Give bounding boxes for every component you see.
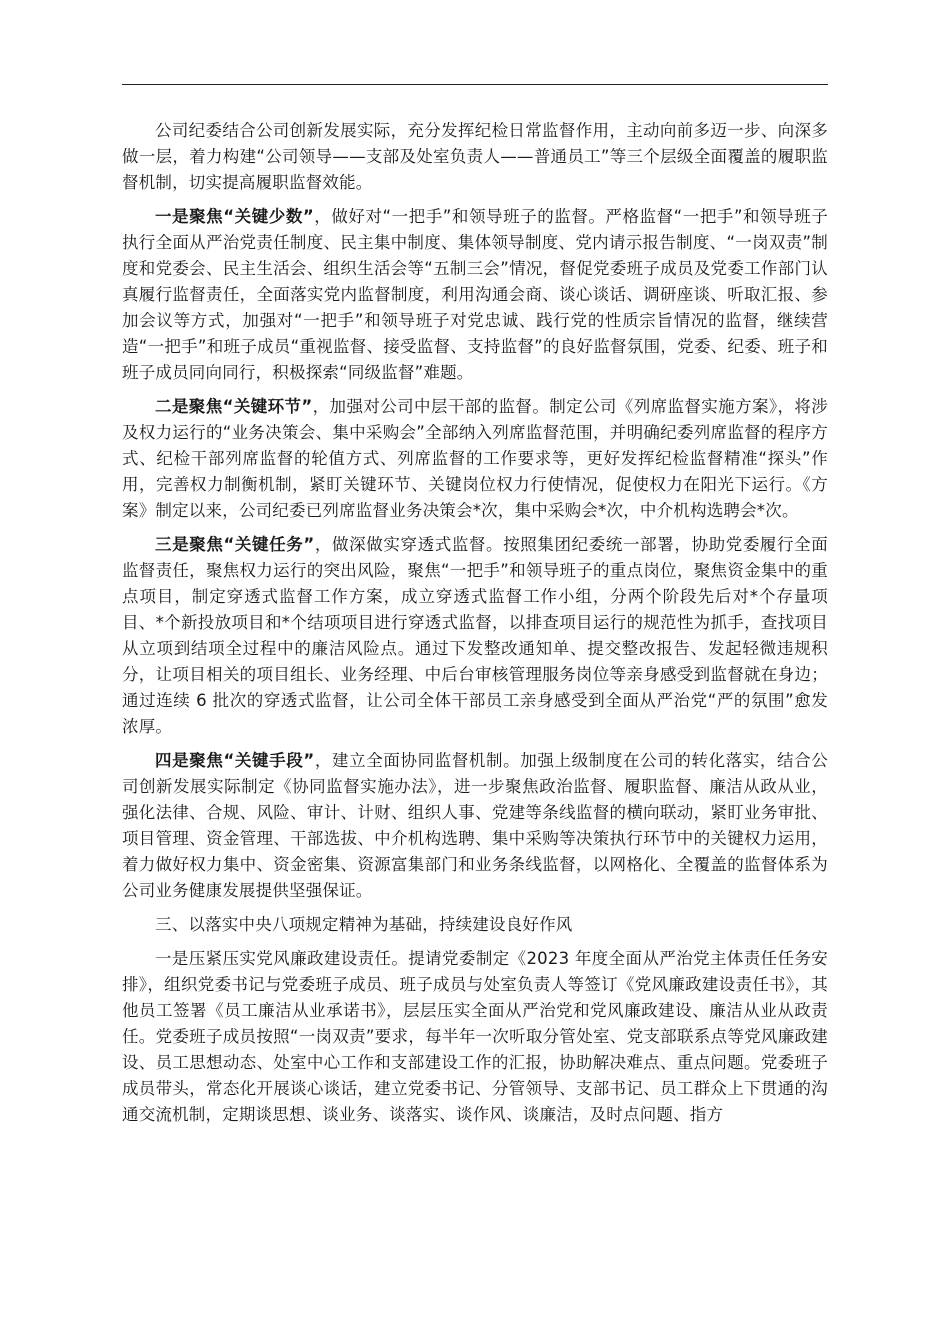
paragraph-lead: 一是聚焦“关键少数” bbox=[155, 207, 314, 226]
paragraph-lead: 三是聚焦“关键任务” bbox=[155, 535, 315, 554]
paragraph-key-means bbox=[122, 748, 828, 904]
paragraph-text: ，建立全面协同监督机制。加强上级制度在公司的转化落实，结合公司创新发展实际制定《协同监督实施办法》，进一步聚焦政治监督、履职监督、廉洁从政从业，强化法律、合规、风险、审计、计财、组织人事、党建等条线监督的横向联动，紧盯业务审批、项目管理、资金管理、干部选拔、中介机构选聘、集中采购等决策执行环节中的关键权力运用，着力做好权力集中、资金密集、资源富集部门和业务条线监督，以网格化、全覆盖的监督体系为公司业务健康发展提供坚强保证。 bbox=[122, 751, 828, 900]
paragraph-key-tasks bbox=[122, 532, 828, 740]
paragraph-text: ，做好对“一把手”和领导班子的监督。严格监督“一把手”和领导班子执行全面从严治党责任制度、民主集中制度、集体领导制度、党内请示报告制度、“一岗双责”制度和党委会、民主生活会、组织生活会等“五制三会”情况，督促党委班子成员及党委工作部门认真履行监督责任，全面落实党内监督制度，利用沟通会商、谈心谈话、调研座谈、听取汇报、参加会议等方式，加强对“一把手”和领导班子对党忠诚、践行党的性质宗旨情况的监督，继续营造“一把手”和班子成员“重视监督、接受监督、支持监督”的良好监督氛围，党委、纪委、班子和班子成员同向同行，积极探索“同级监督”难题。 bbox=[122, 207, 828, 382]
paragraph-text: ，做深做实穿透式监督。按照集团纪委统一部署，协助党委履行全面监督责任，聚焦权力运行的突出风险，聚焦“一把手”和领导班子的重点岗位，聚焦资金集中的重点项目，制定穿透式监督工作方案，成立穿透式监督工作小组，分两个阶段先后对*个存量项目、*个新投放项目和*个结项项目进行穿透式监督，以排查项目运行的规范性为抓手，查找项目从立项到结项全过程中的廉洁风险点。通过下发整改通知单、提交整改报告、发起轻微违规积分，让项目相关的项目组长、业务经理、中后台审核管理服务岗位等亲身感受到监督就在身边；通过连续 6 批次的穿透式监督，让公司全体干部员工亲身感受到全面从严治党“严的氛围”愈发浓厚。 bbox=[122, 535, 828, 736]
paragraph-responsibility bbox=[122, 946, 828, 1128]
paragraph-lead: 四是聚焦“关键手段” bbox=[155, 751, 315, 770]
paragraph-text: 公司纪委结合公司创新发展实际，充分发挥纪检日常监督作用，主动向前多迈一步、向深多做一层，着力构建“公司领导——支部及处室负责人——普通员工”等三个层级全面覆盖的履职监督机制，切实提高履职监督效能。 bbox=[122, 121, 828, 192]
paragraph-text: ，加强对公司中层干部的监督。制定公司《列席监督实施方案》，将涉及权力运行的“业务决策会、集中采购会”全部纳入列席监督范围，并明确纪委列席监督的程序方式、纪检干部列席监督的轮值方式、列席监督的工作要求等，更好发挥纪检监督精准“探头”作用，完善权力制衡机制，紧盯关键环节、关键岗位权力行使情况，促使权力在阳光下运行。《方案》制定以来，公司纪委已列席监督业务决策会*次，集中采购会*次，中介机构选聘会*次。 bbox=[122, 397, 828, 520]
section-heading-text: 三、以落实中央八项规定精神为基础，持续建设良好作风 bbox=[155, 915, 573, 934]
document-body bbox=[122, 118, 828, 1136]
header-divider bbox=[122, 84, 828, 85]
paragraph-key-links bbox=[122, 394, 828, 524]
paragraph-intro bbox=[122, 118, 828, 196]
paragraph-lead: 二是聚焦“关键环节” bbox=[155, 397, 313, 416]
paragraph-text: 一是压紧压实党风廉政建设责任。提请党委制定《2023 年度全面从严治党主体责任任务安排》，组织党委书记与党委班子成员、班子成员与处室负责人等签订《党风廉政建设责任书》，其他员工签署《员工廉洁从业承诺书》，层层压实全面从严治党和党风廉政建设、廉洁从业从政责任。党委班子成员按照“一岗双责”要求，每半年一次听取分管处室、党支部联系点等党风廉政建设、员工思想动态、处室中心工作和支部建设工作的汇报，协助解决难点、重点问题。党委班子成员带头，常态化开展谈心谈话，建立党委书记、分管领导、支部书记、员工群众上下贯通的沟通交流机制，定期谈思想、谈业务、谈落实、谈作风、谈廉洁，及时点问题、指方 bbox=[122, 949, 828, 1124]
paragraph-key-minority bbox=[122, 204, 828, 386]
section-heading bbox=[122, 912, 828, 938]
